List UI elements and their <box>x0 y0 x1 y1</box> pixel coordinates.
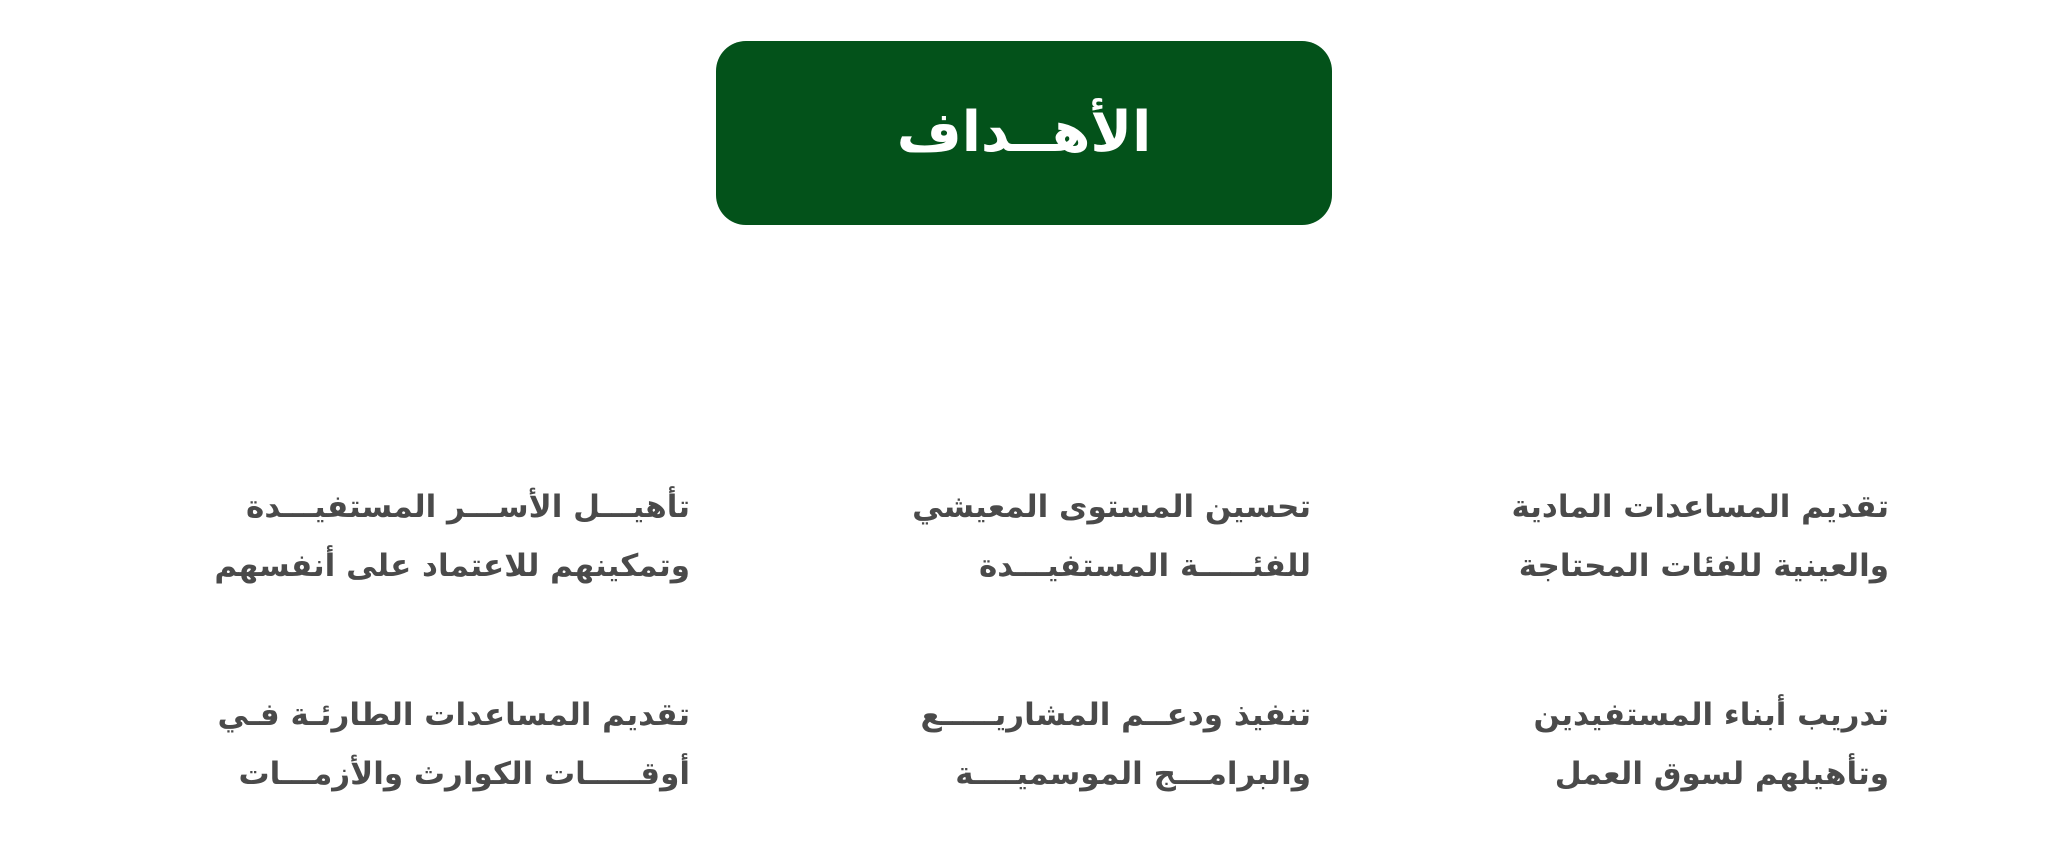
goal-item-1 <box>1511 478 1889 596</box>
goal-line-1: تأهيـــل الأســـر المستفيـــدة <box>246 489 690 525</box>
goal-line-2: وتمكينهم للاعتماد على أنفسهم <box>214 548 690 584</box>
goal-item-2 <box>912 478 1311 596</box>
goal-item-4 <box>1533 686 1889 804</box>
goal-line-1: تقديم المساعدات المادية <box>1511 489 1889 525</box>
goal-line-1: تدريب أبناء المستفيدين <box>1533 697 1889 733</box>
goal-line-2: والعينية للفئات المحتاجة <box>1518 548 1889 584</box>
goal-line-2: وتأهيلهم لسوق العمل <box>1554 756 1889 792</box>
goal-line-1: تحسين المستوى المعيشي <box>912 489 1311 525</box>
goal-item-5 <box>921 686 1311 804</box>
goal-line-1: تنفيذ ودعــم المشاريـــــع <box>920 697 1311 733</box>
goal-line-1: تقديم المساعدات الطارئـة فـي <box>217 697 690 733</box>
goal-item-6 <box>217 686 690 804</box>
goal-line-2: والبرامـــج الموسميــــة <box>955 756 1311 792</box>
title-banner <box>716 41 1332 225</box>
page-title: الأهــداف <box>896 100 1152 165</box>
goal-line-2: للفئـــــة المستفيـــدة <box>978 548 1311 584</box>
goal-item-3 <box>214 478 690 596</box>
goal-line-2: أوقـــــات الكوارث والأزمـــات <box>238 756 690 792</box>
